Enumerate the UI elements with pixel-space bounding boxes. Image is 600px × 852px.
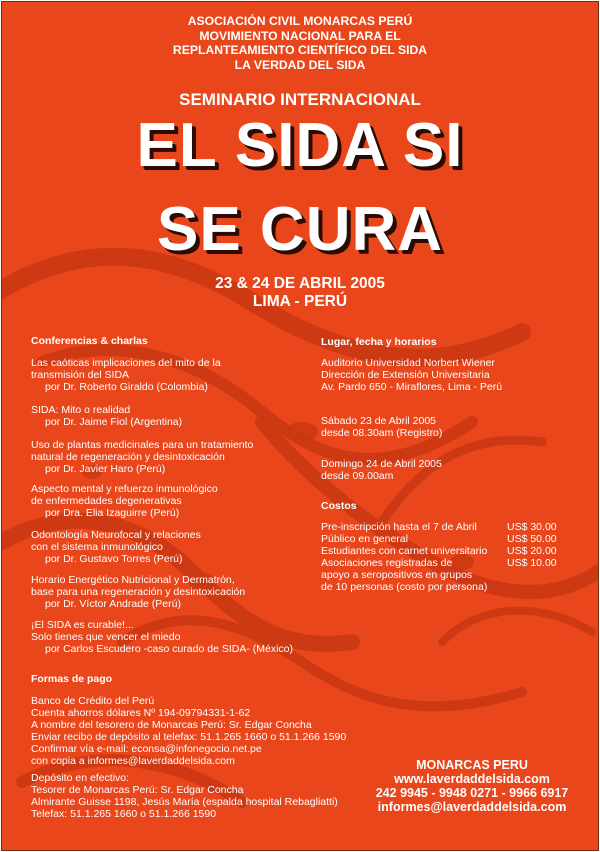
payment-cash-details: Depósito en efectivo: Tesorer de Monarcas Perú: Sr. Edgar Concha Almirante Guisse 1198, Jesús María (espalda hospital Rebagliatti) Telefax: 51.1.265 1660 o 51.1.266 1590	[31, 772, 338, 820]
talk-title: Aspecto mental y refuerzo inmunológico de enfermedades degenerativas	[31, 483, 218, 507]
cost-row	[321, 545, 567, 557]
talk-item	[31, 483, 218, 519]
seminar-label: SEMINARIO INTERNACIONAL	[179, 90, 421, 109]
cost-description: Público en general	[321, 533, 408, 545]
talk-speaker: por Dr. Víctor Andrade (Perú)	[45, 598, 181, 610]
talk-speaker: por Dr. Javier Haro (Perú)	[45, 463, 166, 475]
org-line: LA VERDAD DEL SIDA	[234, 57, 366, 72]
cost-description: Asociaciones registradas de	[321, 557, 453, 569]
cost-amount: US$ 50.00	[507, 533, 557, 545]
talk-item	[31, 404, 182, 428]
cost-row	[321, 521, 567, 533]
talk-item	[31, 529, 201, 565]
brand-website[interactable]: www.laverdaddelsida.com	[394, 772, 550, 786]
cost-description: Pre-inscripción hasta el 7 de Abril	[321, 521, 477, 533]
talk-speaker: por Dr. Jaime Fiol (Argentina)	[45, 416, 183, 428]
org-line: ASOCIACIÓN CIVIL MONARCAS PERÚ	[187, 14, 413, 28]
event-date-place	[2, 275, 598, 311]
cost-row	[321, 557, 567, 569]
payment-bank-details: Banco de Crédito del Perú Cuenta ahorros dólares Nº 194-09794331-1-62 A nombre del tesorero de Monarcas Perú: Sr. Edgar Concha Enviar recibo de depósito al telefax: 51.1.265 1660 o 51.1.266 1590 Confirmar vía e-mail: econsa@infonegocio.net.pe con copia a informes@laverdaddelsida.com	[31, 695, 347, 767]
org-line: MOVIMIENTO NACIONAL PARA EL	[199, 28, 401, 43]
venue-day-2: Domingo 24 de Abril 2005 desde 09.00am	[321, 458, 442, 482]
talk-speaker: por Dra. Elia Izaguirre (Perú)	[45, 507, 180, 519]
event-place: LIMA - PERÚ	[252, 293, 348, 310]
organization-names	[2, 14, 598, 72]
talk-item	[31, 357, 221, 393]
payment-heading: Formas de pago	[31, 673, 113, 685]
venue-address: Auditorio Universidad Norbert Wiener Dirección de Extensión Universitaria Av. Pardo 650 - Miraflores, Lima - Perú	[321, 357, 503, 393]
cost-description: Estudiantes con carnet universitario	[321, 545, 488, 557]
talk-title: Uso de plantas medicinales para un tratamiento natural de regeneración y desintoxicación	[31, 439, 254, 463]
brand-phones: 242 9945 - 9948 0271 - 9966 6917	[375, 786, 569, 800]
org-line: REPLANTEAMIENTO CIENTÍFICO DEL SIDA	[172, 43, 428, 57]
talk-item	[31, 574, 245, 610]
cost-amount: US$ 10.00	[507, 557, 557, 569]
talk-speaker: por Dr. Roberto Giraldo (Colombia)	[45, 381, 208, 393]
talk-title: Horario Energético Nutricional y Dermatrón, base para una regeneración y desintoxicación	[31, 574, 246, 598]
venue-heading: Lugar, fecha y horarios	[321, 336, 437, 348]
costs-heading: Costos	[321, 500, 357, 512]
talk-title: ¡El SIDA es curable!... Solo tienes que vencer el miedo	[31, 619, 181, 643]
talk-title: Las caóticas implicaciones del mito de la transmisión del SIDA	[31, 357, 221, 381]
title-line-1: EL SIDA SI	[136, 111, 464, 180]
costs-table	[321, 521, 567, 593]
cost-amount: US$ 20.00	[507, 545, 557, 557]
event-date: 23 & 24 DE ABRIL 2005	[215, 275, 385, 292]
cost-group-note: apoyo a seropositivos en grupos de 10 personas (costo por persona)	[321, 569, 488, 593]
poster	[1, 1, 599, 851]
talk-title: SIDA: Mito o realidad	[31, 404, 131, 416]
venue-day-1: Sábado 23 de Abril 2005 desde 08.30am (Registro)	[321, 415, 443, 439]
talk-item	[31, 439, 253, 475]
title-line-2: SE CURA	[156, 195, 444, 264]
talk-title: Odontología Neurofocal y relaciones con el sistema inmunológico	[31, 529, 201, 553]
cost-row	[321, 533, 567, 545]
talk-speaker: por Dr. Gustavo Torres (Perú)	[45, 553, 183, 565]
brand-name: MONARCAS PERU	[416, 758, 528, 772]
cost-amount: US$ 30.00	[507, 521, 557, 533]
talks-heading: Conferencias & charlas	[31, 335, 148, 347]
brand-email[interactable]: informes@laverdaddelsida.com	[377, 800, 567, 814]
brand-block	[352, 758, 592, 814]
talk-item	[31, 619, 293, 655]
talk-speaker: por Carlos Escudero -caso curado de SIDA- (México)	[45, 643, 294, 655]
